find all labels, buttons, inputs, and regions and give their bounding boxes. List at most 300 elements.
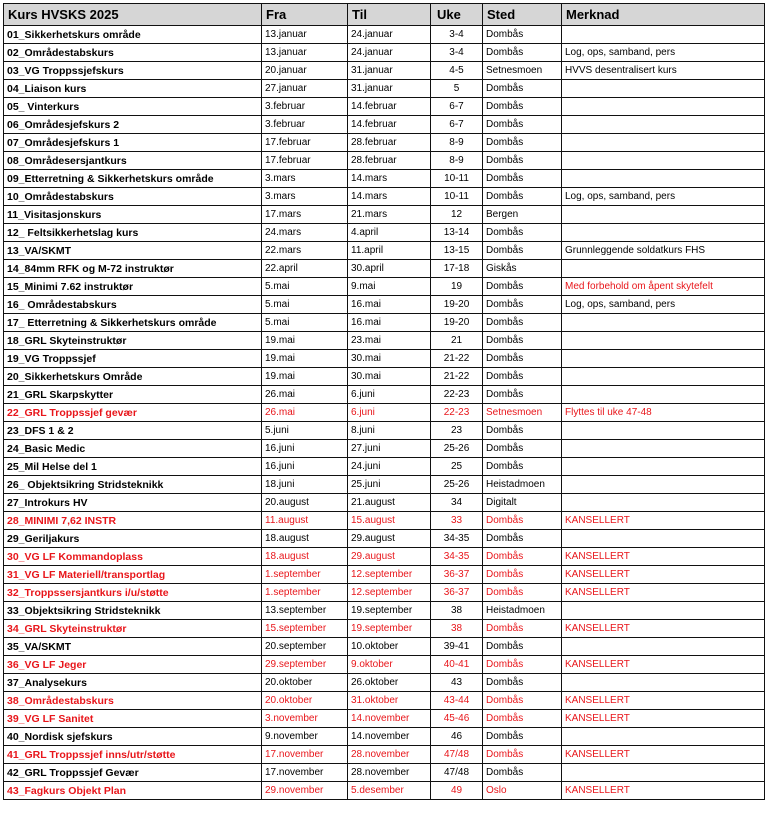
cell-uke: 45-46 bbox=[431, 710, 483, 728]
cell-uke: 13-15 bbox=[431, 242, 483, 260]
cell-merknad bbox=[562, 476, 765, 494]
cell-fra: 3.mars bbox=[262, 170, 348, 188]
cell-kurs: 24_Basic Medic bbox=[4, 440, 262, 458]
cell-sted: Digitalt bbox=[483, 494, 562, 512]
cell-uke: 34 bbox=[431, 494, 483, 512]
cell-fra: 17.februar bbox=[262, 152, 348, 170]
table-row bbox=[4, 692, 765, 710]
cell-kurs: 43_Fagkurs Objekt Plan bbox=[4, 782, 262, 800]
cell-uke: 8-9 bbox=[431, 134, 483, 152]
cell-til: 16.mai bbox=[348, 314, 431, 332]
cell-uke: 22-23 bbox=[431, 404, 483, 422]
cell-merknad bbox=[562, 170, 765, 188]
cell-fra: 18.juni bbox=[262, 476, 348, 494]
cell-sted: Dombås bbox=[483, 26, 562, 44]
cell-uke: 21 bbox=[431, 332, 483, 350]
cell-kurs: 30_VG LF Kommandoplass bbox=[4, 548, 262, 566]
cell-kurs: 07_Områdesjefskurs 1 bbox=[4, 134, 262, 152]
cell-uke: 17-18 bbox=[431, 260, 483, 278]
cell-sted: Dombås bbox=[483, 350, 562, 368]
cell-fra: 26.mai bbox=[262, 404, 348, 422]
table-row bbox=[4, 314, 765, 332]
cell-uke: 19-20 bbox=[431, 314, 483, 332]
cell-sted: Dombås bbox=[483, 764, 562, 782]
table-row bbox=[4, 494, 765, 512]
cell-fra: 29.november bbox=[262, 782, 348, 800]
cell-kurs: 38_Områdestabskurs bbox=[4, 692, 262, 710]
cell-kurs: 33_Objektsikring Stridsteknikk bbox=[4, 602, 262, 620]
cell-uke: 8-9 bbox=[431, 152, 483, 170]
cell-uke: 34-35 bbox=[431, 530, 483, 548]
cell-sted: Dombås bbox=[483, 422, 562, 440]
table-row bbox=[4, 764, 765, 782]
cell-sted: Dombås bbox=[483, 170, 562, 188]
cell-sted: Dombås bbox=[483, 332, 562, 350]
cell-kurs: 37_Analysekurs bbox=[4, 674, 262, 692]
cell-kurs: 36_VG LF Jeger bbox=[4, 656, 262, 674]
cell-til: 28.november bbox=[348, 746, 431, 764]
cell-uke: 4-5 bbox=[431, 62, 483, 80]
cell-til: 28.november bbox=[348, 764, 431, 782]
cell-sted: Heistadmoen bbox=[483, 476, 562, 494]
cell-uke: 36-37 bbox=[431, 566, 483, 584]
cell-sted: Dombås bbox=[483, 116, 562, 134]
cell-til: 15.august bbox=[348, 512, 431, 530]
cell-fra: 11.august bbox=[262, 512, 348, 530]
cell-kurs: 19_VG Troppssjef bbox=[4, 350, 262, 368]
header-row bbox=[4, 4, 765, 26]
cell-fra: 17.november bbox=[262, 746, 348, 764]
header-uke: Uke bbox=[431, 4, 483, 26]
cell-merknad: HVVS desentralisert kurs bbox=[562, 62, 765, 80]
table-row bbox=[4, 656, 765, 674]
cell-kurs: 04_Liaison kurs bbox=[4, 80, 262, 98]
cell-sted: Dombås bbox=[483, 368, 562, 386]
cell-uke: 39-41 bbox=[431, 638, 483, 656]
cell-til: 16.mai bbox=[348, 296, 431, 314]
cell-merknad bbox=[562, 98, 765, 116]
cell-til: 9.mai bbox=[348, 278, 431, 296]
cell-merknad bbox=[562, 422, 765, 440]
cell-uke: 13-14 bbox=[431, 224, 483, 242]
table-row bbox=[4, 602, 765, 620]
cell-kurs: 26_ Objektsikring Stridsteknikk bbox=[4, 476, 262, 494]
cell-uke: 43 bbox=[431, 674, 483, 692]
course-schedule bbox=[3, 3, 765, 800]
cell-til: 28.februar bbox=[348, 152, 431, 170]
cell-sted: Oslo bbox=[483, 782, 562, 800]
cell-til: 25.juni bbox=[348, 476, 431, 494]
cell-kurs: 20_Sikkerhetskurs Område bbox=[4, 368, 262, 386]
header-sted: Sted bbox=[483, 4, 562, 26]
cell-sted: Dombås bbox=[483, 296, 562, 314]
cell-fra: 3.november bbox=[262, 710, 348, 728]
cell-uke: 6-7 bbox=[431, 116, 483, 134]
cell-merknad: Log, ops, samband, pers bbox=[562, 188, 765, 206]
table-row bbox=[4, 710, 765, 728]
cell-merknad: KANSELLERT bbox=[562, 512, 765, 530]
cell-uke: 49 bbox=[431, 782, 483, 800]
cell-sted: Dombås bbox=[483, 152, 562, 170]
cell-merknad: Med forbehold om åpent skytefelt bbox=[562, 278, 765, 296]
cell-sted: Dombås bbox=[483, 566, 562, 584]
cell-sted: Dombås bbox=[483, 692, 562, 710]
table-row bbox=[4, 80, 765, 98]
cell-til: 14.november bbox=[348, 728, 431, 746]
cell-fra: 1.september bbox=[262, 566, 348, 584]
cell-til: 28.februar bbox=[348, 134, 431, 152]
cell-merknad bbox=[562, 26, 765, 44]
cell-sted: Dombås bbox=[483, 134, 562, 152]
cell-til: 23.mai bbox=[348, 332, 431, 350]
cell-uke: 47/48 bbox=[431, 746, 483, 764]
cell-uke: 25-26 bbox=[431, 440, 483, 458]
cell-merknad: Log, ops, samband, pers bbox=[562, 296, 765, 314]
cell-til: 24.juni bbox=[348, 458, 431, 476]
cell-merknad bbox=[562, 494, 765, 512]
cell-fra: 19.mai bbox=[262, 368, 348, 386]
cell-merknad bbox=[562, 332, 765, 350]
table-row bbox=[4, 332, 765, 350]
cell-uke: 38 bbox=[431, 620, 483, 638]
cell-uke: 36-37 bbox=[431, 584, 483, 602]
cell-til: 9.oktober bbox=[348, 656, 431, 674]
table-row bbox=[4, 440, 765, 458]
table-row bbox=[4, 98, 765, 116]
cell-kurs: 29_Geriljakurs bbox=[4, 530, 262, 548]
table-row bbox=[4, 242, 765, 260]
cell-kurs: 08_Områdesersjantkurs bbox=[4, 152, 262, 170]
cell-fra: 13.september bbox=[262, 602, 348, 620]
cell-sted: Dombås bbox=[483, 278, 562, 296]
cell-uke: 25 bbox=[431, 458, 483, 476]
cell-til: 30.mai bbox=[348, 368, 431, 386]
cell-merknad bbox=[562, 116, 765, 134]
table-row bbox=[4, 476, 765, 494]
cell-fra: 17.mars bbox=[262, 206, 348, 224]
cell-kurs: 17_ Etterretning & Sikkerhetskurs område bbox=[4, 314, 262, 332]
cell-fra: 26.mai bbox=[262, 386, 348, 404]
cell-uke: 34-35 bbox=[431, 548, 483, 566]
cell-sted: Dombås bbox=[483, 638, 562, 656]
cell-fra: 24.mars bbox=[262, 224, 348, 242]
cell-kurs: 12_ Feltsikkerhetslag kurs bbox=[4, 224, 262, 242]
table-row bbox=[4, 260, 765, 278]
cell-kurs: 41_GRL Troppssjef inns/utr/støtte bbox=[4, 746, 262, 764]
cell-uke: 12 bbox=[431, 206, 483, 224]
cell-merknad bbox=[562, 152, 765, 170]
cell-fra: 18.august bbox=[262, 530, 348, 548]
cell-kurs: 42_GRL Troppssjef Gevær bbox=[4, 764, 262, 782]
table-row bbox=[4, 116, 765, 134]
cell-merknad bbox=[562, 440, 765, 458]
cell-til: 31.januar bbox=[348, 62, 431, 80]
cell-fra: 3.februar bbox=[262, 98, 348, 116]
cell-sted: Dombås bbox=[483, 44, 562, 62]
cell-sted: Dombås bbox=[483, 728, 562, 746]
cell-kurs: 14_84mm RFK og M-72 instruktør bbox=[4, 260, 262, 278]
cell-sted: Dombås bbox=[483, 98, 562, 116]
table-row bbox=[4, 386, 765, 404]
cell-til: 8.juni bbox=[348, 422, 431, 440]
cell-fra: 22.mars bbox=[262, 242, 348, 260]
cell-kurs: 18_GRL Skyteinstruktør bbox=[4, 332, 262, 350]
cell-kurs: 40_Nordisk sjefskurs bbox=[4, 728, 262, 746]
cell-til: 27.juni bbox=[348, 440, 431, 458]
cell-merknad bbox=[562, 728, 765, 746]
table-row bbox=[4, 530, 765, 548]
cell-sted: Dombås bbox=[483, 440, 562, 458]
cell-til: 14.november bbox=[348, 710, 431, 728]
cell-uke: 46 bbox=[431, 728, 483, 746]
cell-sted: Dombås bbox=[483, 584, 562, 602]
cell-merknad: KANSELLERT bbox=[562, 692, 765, 710]
cell-kurs: 21_GRL Skarpskytter bbox=[4, 386, 262, 404]
cell-fra: 27.januar bbox=[262, 80, 348, 98]
table-row bbox=[4, 566, 765, 584]
cell-uke: 5 bbox=[431, 80, 483, 98]
table-row bbox=[4, 278, 765, 296]
cell-fra: 20.august bbox=[262, 494, 348, 512]
cell-merknad bbox=[562, 314, 765, 332]
cell-til: 30.mai bbox=[348, 350, 431, 368]
cell-sted: Giskås bbox=[483, 260, 562, 278]
cell-fra: 17.februar bbox=[262, 134, 348, 152]
cell-uke: 6-7 bbox=[431, 98, 483, 116]
cell-til: 31.oktober bbox=[348, 692, 431, 710]
cell-uke: 10-11 bbox=[431, 170, 483, 188]
cell-sted: Dombås bbox=[483, 386, 562, 404]
table-row bbox=[4, 746, 765, 764]
cell-uke: 33 bbox=[431, 512, 483, 530]
cell-kurs: 34_GRL Skyteinstruktør bbox=[4, 620, 262, 638]
cell-uke: 47/48 bbox=[431, 764, 483, 782]
cell-kurs: 39_VG LF Sanitet bbox=[4, 710, 262, 728]
table-row bbox=[4, 350, 765, 368]
cell-sted: Bergen bbox=[483, 206, 562, 224]
cell-fra: 16.juni bbox=[262, 458, 348, 476]
cell-merknad: KANSELLERT bbox=[562, 620, 765, 638]
cell-uke: 3-4 bbox=[431, 44, 483, 62]
cell-kurs: 05_ Vinterkurs bbox=[4, 98, 262, 116]
cell-merknad: KANSELLERT bbox=[562, 548, 765, 566]
cell-kurs: 03_VG Troppssjefskurs bbox=[4, 62, 262, 80]
cell-kurs: 28_MINIMI 7,62 INSTR bbox=[4, 512, 262, 530]
cell-fra: 3.mars bbox=[262, 188, 348, 206]
cell-merknad: Grunnleggende soldatkurs FHS bbox=[562, 242, 765, 260]
cell-uke: 25-26 bbox=[431, 476, 483, 494]
cell-merknad bbox=[562, 350, 765, 368]
cell-til: 4.april bbox=[348, 224, 431, 242]
cell-merknad bbox=[562, 764, 765, 782]
cell-kurs: 13_VA/SKMT bbox=[4, 242, 262, 260]
cell-sted: Dombås bbox=[483, 80, 562, 98]
cell-kurs: 10_Områdestabskurs bbox=[4, 188, 262, 206]
cell-til: 19.september bbox=[348, 620, 431, 638]
table-row bbox=[4, 368, 765, 386]
cell-merknad bbox=[562, 386, 765, 404]
cell-kurs: 11_Visitasjonskurs bbox=[4, 206, 262, 224]
cell-til: 26.oktober bbox=[348, 674, 431, 692]
table-row bbox=[4, 62, 765, 80]
cell-fra: 17.november bbox=[262, 764, 348, 782]
cell-sted: Dombås bbox=[483, 242, 562, 260]
cell-uke: 23 bbox=[431, 422, 483, 440]
cell-til: 12.september bbox=[348, 566, 431, 584]
cell-fra: 5.mai bbox=[262, 314, 348, 332]
cell-sted: Dombås bbox=[483, 548, 562, 566]
cell-kurs: 31_VG LF Materiell/transportlag bbox=[4, 566, 262, 584]
cell-merknad bbox=[562, 206, 765, 224]
cell-merknad bbox=[562, 224, 765, 242]
table-row bbox=[4, 584, 765, 602]
table-row bbox=[4, 422, 765, 440]
cell-uke: 19-20 bbox=[431, 296, 483, 314]
cell-fra: 15.september bbox=[262, 620, 348, 638]
table-row bbox=[4, 620, 765, 638]
table-row bbox=[4, 44, 765, 62]
cell-fra: 13.januar bbox=[262, 26, 348, 44]
cell-til: 31.januar bbox=[348, 80, 431, 98]
cell-sted: Dombås bbox=[483, 224, 562, 242]
cell-merknad bbox=[562, 458, 765, 476]
table-row bbox=[4, 224, 765, 242]
cell-til: 14.februar bbox=[348, 98, 431, 116]
cell-kurs: 23_DFS 1 & 2 bbox=[4, 422, 262, 440]
cell-sted: Dombås bbox=[483, 458, 562, 476]
cell-kurs: 15_Minimi 7.62 instruktør bbox=[4, 278, 262, 296]
cell-fra: 19.mai bbox=[262, 350, 348, 368]
cell-kurs: 32_Troppssersjantkurs i/u/støtte bbox=[4, 584, 262, 602]
cell-merknad: KANSELLERT bbox=[562, 566, 765, 584]
cell-uke: 22-23 bbox=[431, 386, 483, 404]
cell-merknad: KANSELLERT bbox=[562, 656, 765, 674]
cell-til: 5.desember bbox=[348, 782, 431, 800]
header-merknad: Merknad bbox=[562, 4, 765, 26]
table-row bbox=[4, 548, 765, 566]
cell-merknad bbox=[562, 674, 765, 692]
cell-fra: 5.mai bbox=[262, 278, 348, 296]
cell-kurs: 01_Sikkerhetskurs område bbox=[4, 26, 262, 44]
cell-til: 12.september bbox=[348, 584, 431, 602]
cell-merknad bbox=[562, 368, 765, 386]
table-row bbox=[4, 188, 765, 206]
cell-til: 6.juni bbox=[348, 404, 431, 422]
cell-til: 29.august bbox=[348, 530, 431, 548]
cell-merknad bbox=[562, 530, 765, 548]
header-til: Til bbox=[348, 4, 431, 26]
cell-fra: 20.september bbox=[262, 638, 348, 656]
cell-sted: Dombås bbox=[483, 620, 562, 638]
cell-kurs: 25_Mil Helse del 1 bbox=[4, 458, 262, 476]
cell-kurs: 35_VA/SKMT bbox=[4, 638, 262, 656]
cell-fra: 20.oktober bbox=[262, 692, 348, 710]
cell-til: 10.oktober bbox=[348, 638, 431, 656]
cell-fra: 22.april bbox=[262, 260, 348, 278]
cell-merknad: KANSELLERT bbox=[562, 746, 765, 764]
cell-uke: 21-22 bbox=[431, 368, 483, 386]
table-row bbox=[4, 152, 765, 170]
cell-til: 14.februar bbox=[348, 116, 431, 134]
cell-til: 14.mars bbox=[348, 170, 431, 188]
cell-kurs: 06_Områdesjefskurs 2 bbox=[4, 116, 262, 134]
table-row bbox=[4, 458, 765, 476]
header-kurs: Kurs HVSKS 2025 bbox=[4, 4, 262, 26]
table-row bbox=[4, 638, 765, 656]
cell-sted: Dombås bbox=[483, 512, 562, 530]
cell-til: 24.januar bbox=[348, 44, 431, 62]
table-row bbox=[4, 134, 765, 152]
cell-til: 24.januar bbox=[348, 26, 431, 44]
cell-kurs: 16_ Områdestabskurs bbox=[4, 296, 262, 314]
cell-til: 11.april bbox=[348, 242, 431, 260]
cell-fra: 1.september bbox=[262, 584, 348, 602]
cell-uke: 40-41 bbox=[431, 656, 483, 674]
cell-uke: 3-4 bbox=[431, 26, 483, 44]
cell-kurs: 09_Etterretning & Sikkerhetskurs område bbox=[4, 170, 262, 188]
course-table bbox=[3, 3, 765, 800]
cell-sted: Dombås bbox=[483, 710, 562, 728]
cell-til: 6.juni bbox=[348, 386, 431, 404]
table-row bbox=[4, 782, 765, 800]
cell-fra: 5.juni bbox=[262, 422, 348, 440]
table-row bbox=[4, 512, 765, 530]
cell-sted: Heistadmoen bbox=[483, 602, 562, 620]
cell-sted: Dombås bbox=[483, 530, 562, 548]
table-row bbox=[4, 404, 765, 422]
cell-fra: 19.mai bbox=[262, 332, 348, 350]
cell-merknad: Log, ops, samband, pers bbox=[562, 44, 765, 62]
cell-sted: Dombås bbox=[483, 188, 562, 206]
table-row bbox=[4, 674, 765, 692]
cell-til: 29.august bbox=[348, 548, 431, 566]
cell-merknad: KANSELLERT bbox=[562, 584, 765, 602]
cell-fra: 5.mai bbox=[262, 296, 348, 314]
cell-fra: 16.juni bbox=[262, 440, 348, 458]
cell-kurs: 27_Introkurs HV bbox=[4, 494, 262, 512]
cell-til: 21.august bbox=[348, 494, 431, 512]
cell-til: 30.april bbox=[348, 260, 431, 278]
cell-sted: Dombås bbox=[483, 314, 562, 332]
cell-uke: 10-11 bbox=[431, 188, 483, 206]
cell-til: 14.mars bbox=[348, 188, 431, 206]
cell-merknad bbox=[562, 134, 765, 152]
cell-sted: Setnesmoen bbox=[483, 404, 562, 422]
cell-til: 19.september bbox=[348, 602, 431, 620]
cell-merknad bbox=[562, 80, 765, 98]
cell-kurs: 22_GRL Troppssjef gevær bbox=[4, 404, 262, 422]
cell-fra: 29.september bbox=[262, 656, 348, 674]
cell-sted: Dombås bbox=[483, 674, 562, 692]
header-fra: Fra bbox=[262, 4, 348, 26]
cell-merknad: KANSELLERT bbox=[562, 782, 765, 800]
cell-fra: 3.februar bbox=[262, 116, 348, 134]
cell-sted: Dombås bbox=[483, 656, 562, 674]
cell-fra: 20.oktober bbox=[262, 674, 348, 692]
cell-uke: 21-22 bbox=[431, 350, 483, 368]
cell-kurs: 02_Områdestabskurs bbox=[4, 44, 262, 62]
cell-merknad bbox=[562, 638, 765, 656]
cell-uke: 19 bbox=[431, 278, 483, 296]
cell-fra: 20.januar bbox=[262, 62, 348, 80]
table-row bbox=[4, 296, 765, 314]
cell-sted: Setnesmoen bbox=[483, 62, 562, 80]
cell-uke: 38 bbox=[431, 602, 483, 620]
cell-fra: 18.august bbox=[262, 548, 348, 566]
table-row bbox=[4, 206, 765, 224]
table-row bbox=[4, 26, 765, 44]
cell-merknad: KANSELLERT bbox=[562, 710, 765, 728]
